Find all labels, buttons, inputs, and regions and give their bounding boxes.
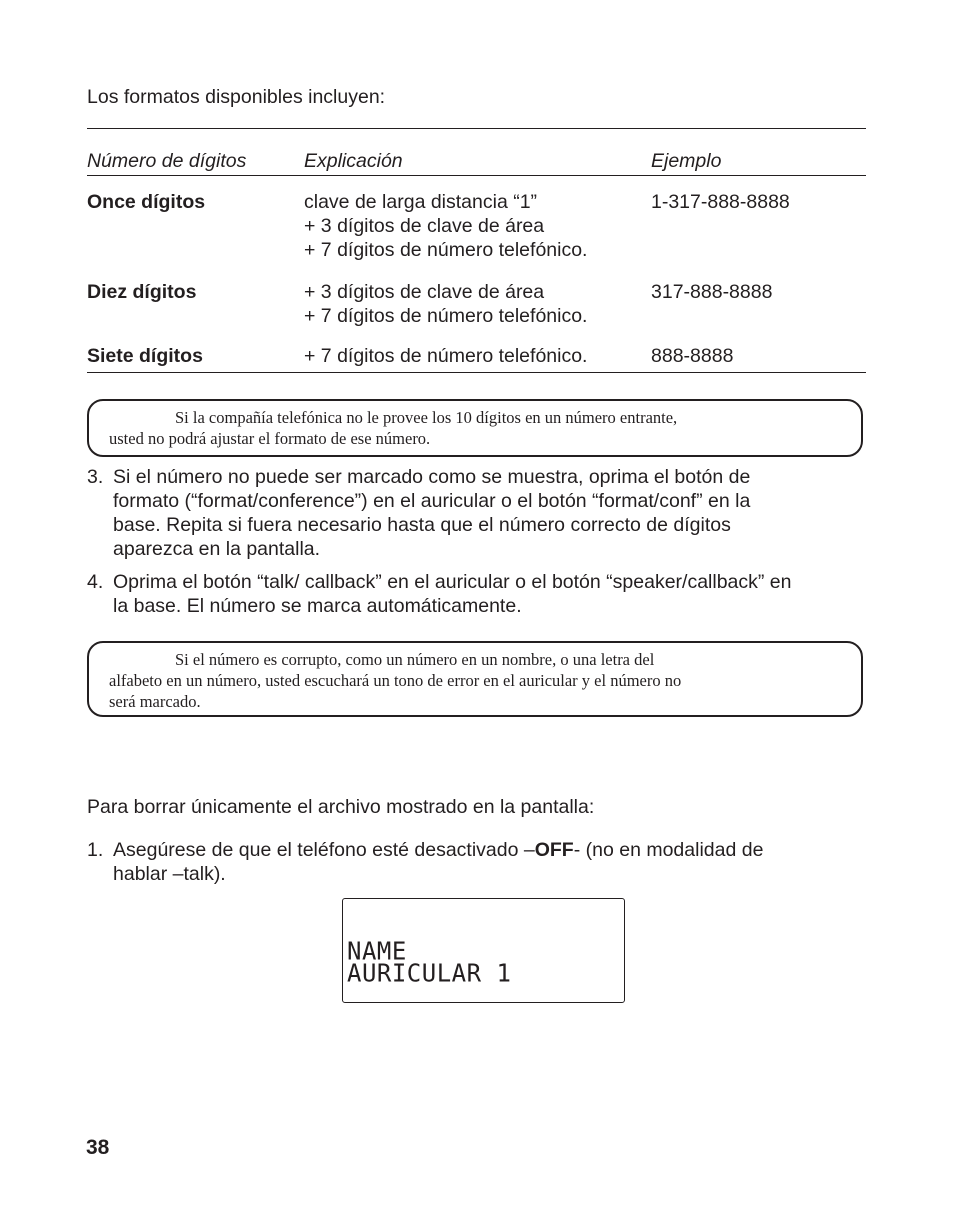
note-line: Si la compañía telefónica no le provee los 10 dígitos en un número entrante,	[175, 408, 678, 427]
note-line: será marcado.	[109, 692, 201, 711]
table-row-name: Once dígitos	[87, 191, 206, 213]
note-line: usted no podrá ajustar el formato de ese número.	[109, 429, 431, 448]
table-top-rule	[87, 128, 866, 129]
step-number: 1.	[87, 839, 104, 861]
table-row-name: Diez dígitos	[87, 281, 197, 303]
table-row-name: Siete dígitos	[87, 345, 203, 367]
table-row-explanation: clave de larga distancia “1” + 3 dígitos de clave de área + 7 dígitos de número telefónico.	[304, 191, 588, 261]
table-row-explanation: + 3 dígitos de clave de área + 7 dígitos de número telefónico.	[304, 281, 588, 327]
table-header-rule	[87, 175, 866, 176]
table-row-example: 1-317-888-8888	[651, 191, 790, 213]
lcd-display	[342, 898, 625, 1003]
step-3: 3. Si el número no puede ser marcado como se muestra, oprima el botón de formato (“format/conference”) en el auricular o el botón “format/conf” en la base. Repita si fuera necesario hasta que el número correcto de dígitos aparezca en la pantalla.	[87, 466, 751, 560]
table-header-explanation: Explicación	[304, 150, 403, 172]
table-header-example: Ejemplo	[651, 150, 722, 172]
step-1: 1. Asegúrese de que el teléfono esté desactivado –OFF- (no en modalidad de hablar –talk).	[87, 839, 764, 885]
lcd-line-2: AURICULAR 1	[347, 958, 512, 988]
delete-intro-text: Para borrar únicamente el archivo mostrado en la pantalla:	[87, 796, 595, 818]
note-box-format	[87, 399, 863, 457]
note-line: Si el número es corrupto, como un número en un nombre, o una letra del	[175, 650, 655, 669]
lcd-line-1: NAME	[347, 936, 407, 966]
intro-text: Los formatos disponibles incluyen:	[87, 86, 386, 108]
off-keyword: OFF	[534, 839, 574, 861]
step-number: 4.	[87, 571, 104, 593]
table-header-digits: Número de dígitos	[87, 150, 247, 172]
table-row-example: 317-888-8888	[651, 281, 773, 303]
table-bottom-rule	[87, 372, 866, 373]
step-number: 3.	[87, 466, 104, 488]
table-row-example: 888-8888	[651, 345, 734, 367]
step-4: 4. Oprima el botón “talk/ callback” en el auricular o el botón “speaker/callback” en la base. El número se marca automáticamente.	[87, 571, 792, 617]
table-row-explanation: + 7 dígitos de número telefónico.	[304, 345, 588, 367]
note-box-corrupt	[87, 641, 863, 717]
note-line: alfabeto en un número, usted escuchará un tono de error en el auricular y el número no	[109, 671, 682, 690]
page-number: 38	[86, 1136, 110, 1159]
